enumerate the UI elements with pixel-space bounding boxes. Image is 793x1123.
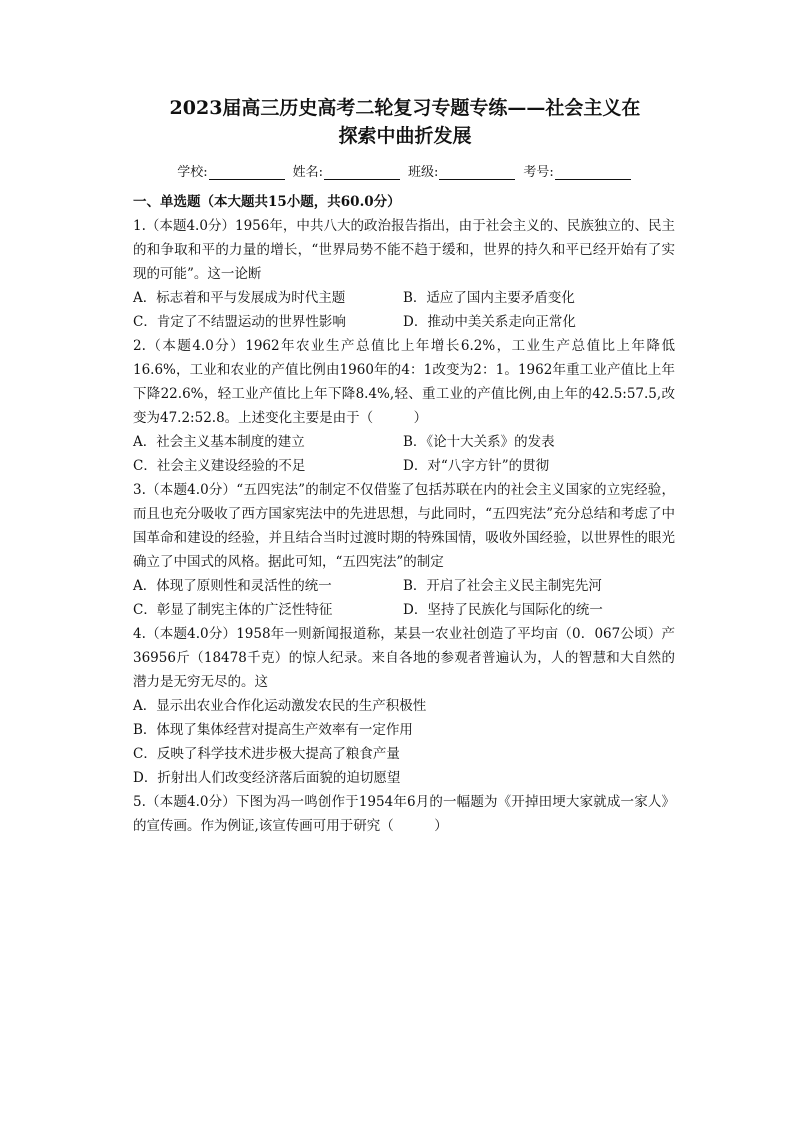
option-b[interactable]: B．《论十大关系》的发表 [403, 434, 555, 450]
option-d[interactable]: D．坚持了民族化与国际化的统一 [403, 602, 603, 618]
options-list [133, 694, 675, 790]
school-blank[interactable] [209, 165, 285, 180]
question-stem: 2.（本题4.0分）1962年农业生产总值比上年增长6.2%，工业生产总值比上年降低16.6%，工业和农业的产值比例由1960年的4：1改变为2：1。1962年重工业产值比上年下降22.6%，轻工业产值比上年下降8.4%,轻、重工业的产值比例,由上年的42.5:57.5,改变为47.2:52.8。上述变化主要是由于（ ） [133, 338, 675, 426]
class-field[interactable] [408, 161, 515, 180]
option-a[interactable]: A．显示出农业合作化运动激发农民的生产积极性 [133, 698, 427, 714]
question-3 [133, 478, 675, 622]
options-grid [133, 286, 675, 334]
question-stem: 4.（本题4.0分）1958年一则新闻报道称，某县一农业社创造了平均亩（0．067公顷）产36956斤（18478千克）的惊人纪录。来自各地的参观者普遍认为，人的智慧和大自然的潜力是无穷无尽的。这 [133, 626, 675, 690]
student-info-row [133, 158, 675, 180]
class-label: 班级: [408, 165, 439, 180]
name-label: 姓名: [292, 165, 323, 180]
title-line-2: 探索中曲折发展 [338, 125, 472, 147]
question-stem: 1.（本题4.0分）1956年，中共八大的政治报告指出，由于社会主义的、民族独立的、民主的和争取和平的力量的增长，“世界局势不能不趋于缓和，世界的持久和平已经开始有了实现的可能”。这一论断 [133, 218, 675, 282]
school-field[interactable] [177, 161, 284, 180]
question-2 [133, 334, 675, 478]
exam-number-blank[interactable] [555, 165, 631, 180]
exam-number-label: 考号: [523, 165, 554, 180]
option-c[interactable]: C．彰显了制宪主体的广泛性特征 [133, 602, 333, 618]
question-4 [133, 622, 675, 790]
page-title [129, 0, 681, 150]
options-grid [133, 430, 675, 478]
question-1 [133, 214, 675, 334]
option-a[interactable]: A．社会主义基本制度的建立 [133, 434, 305, 450]
question-stem: 3.（本题4.0分）“五四宪法”的制定不仅借鉴了包括苏联在内的社会主义国家的立宪经验，而且也充分吸收了西方国家宪法中的先进思想，与此同时，“五四宪法”充分总结和考虑了中国革命和建设的经验，并且结合当时过渡时期的特殊国情，吸收外国经验，以世界性的眼光确立了中国式的风格。据此可知，“五四宪法”的制定 [133, 482, 675, 570]
option-c[interactable]: C．肯定了不结盟运动的世界性影响 [133, 314, 346, 330]
exam-number-field[interactable] [523, 161, 630, 180]
option-c[interactable]: C．社会主义建设经验的不足 [133, 458, 306, 474]
option-d[interactable]: D．折射出人们改变经济落后面貌的迫切愿望 [133, 770, 401, 786]
options-grid [133, 574, 675, 622]
option-a[interactable]: A．体现了原则性和灵活性的统一 [133, 578, 332, 594]
option-b[interactable]: B．适应了国内主要矛盾变化 [403, 290, 575, 306]
question-5 [133, 790, 675, 838]
option-c[interactable]: C．反映了科学技术进步极大提高了粮食产量 [133, 746, 400, 762]
option-d[interactable]: D．推动中美关系走向正常化 [403, 314, 576, 330]
option-b[interactable]: B．体现了集体经营对提高生产效率有一定作用 [133, 722, 413, 738]
option-d[interactable]: D．对“八字方针”的贯彻 [403, 458, 550, 474]
school-label: 学校: [177, 165, 208, 180]
name-blank[interactable] [324, 165, 400, 180]
name-field[interactable] [293, 161, 400, 180]
class-blank[interactable] [439, 165, 515, 180]
question-stem: 5.（本题4.0分）下图为冯一鸣创作于1954年6月的一幅题为《开掉田埂大家就成一家人》的宣传画。作为例证,该宣传画可用于研究（ ） [133, 794, 675, 834]
option-a[interactable]: A．标志着和平与发展成为时代主题 [133, 290, 346, 306]
section-heading: 一、单选题（本大题共15小题，共60.0分） [133, 194, 401, 210]
title-line-1: 2023届高三历史高考二轮复习专题专练——社会主义在 [169, 97, 641, 119]
option-b[interactable]: B．开启了社会主义民主制宪先河 [403, 578, 602, 594]
